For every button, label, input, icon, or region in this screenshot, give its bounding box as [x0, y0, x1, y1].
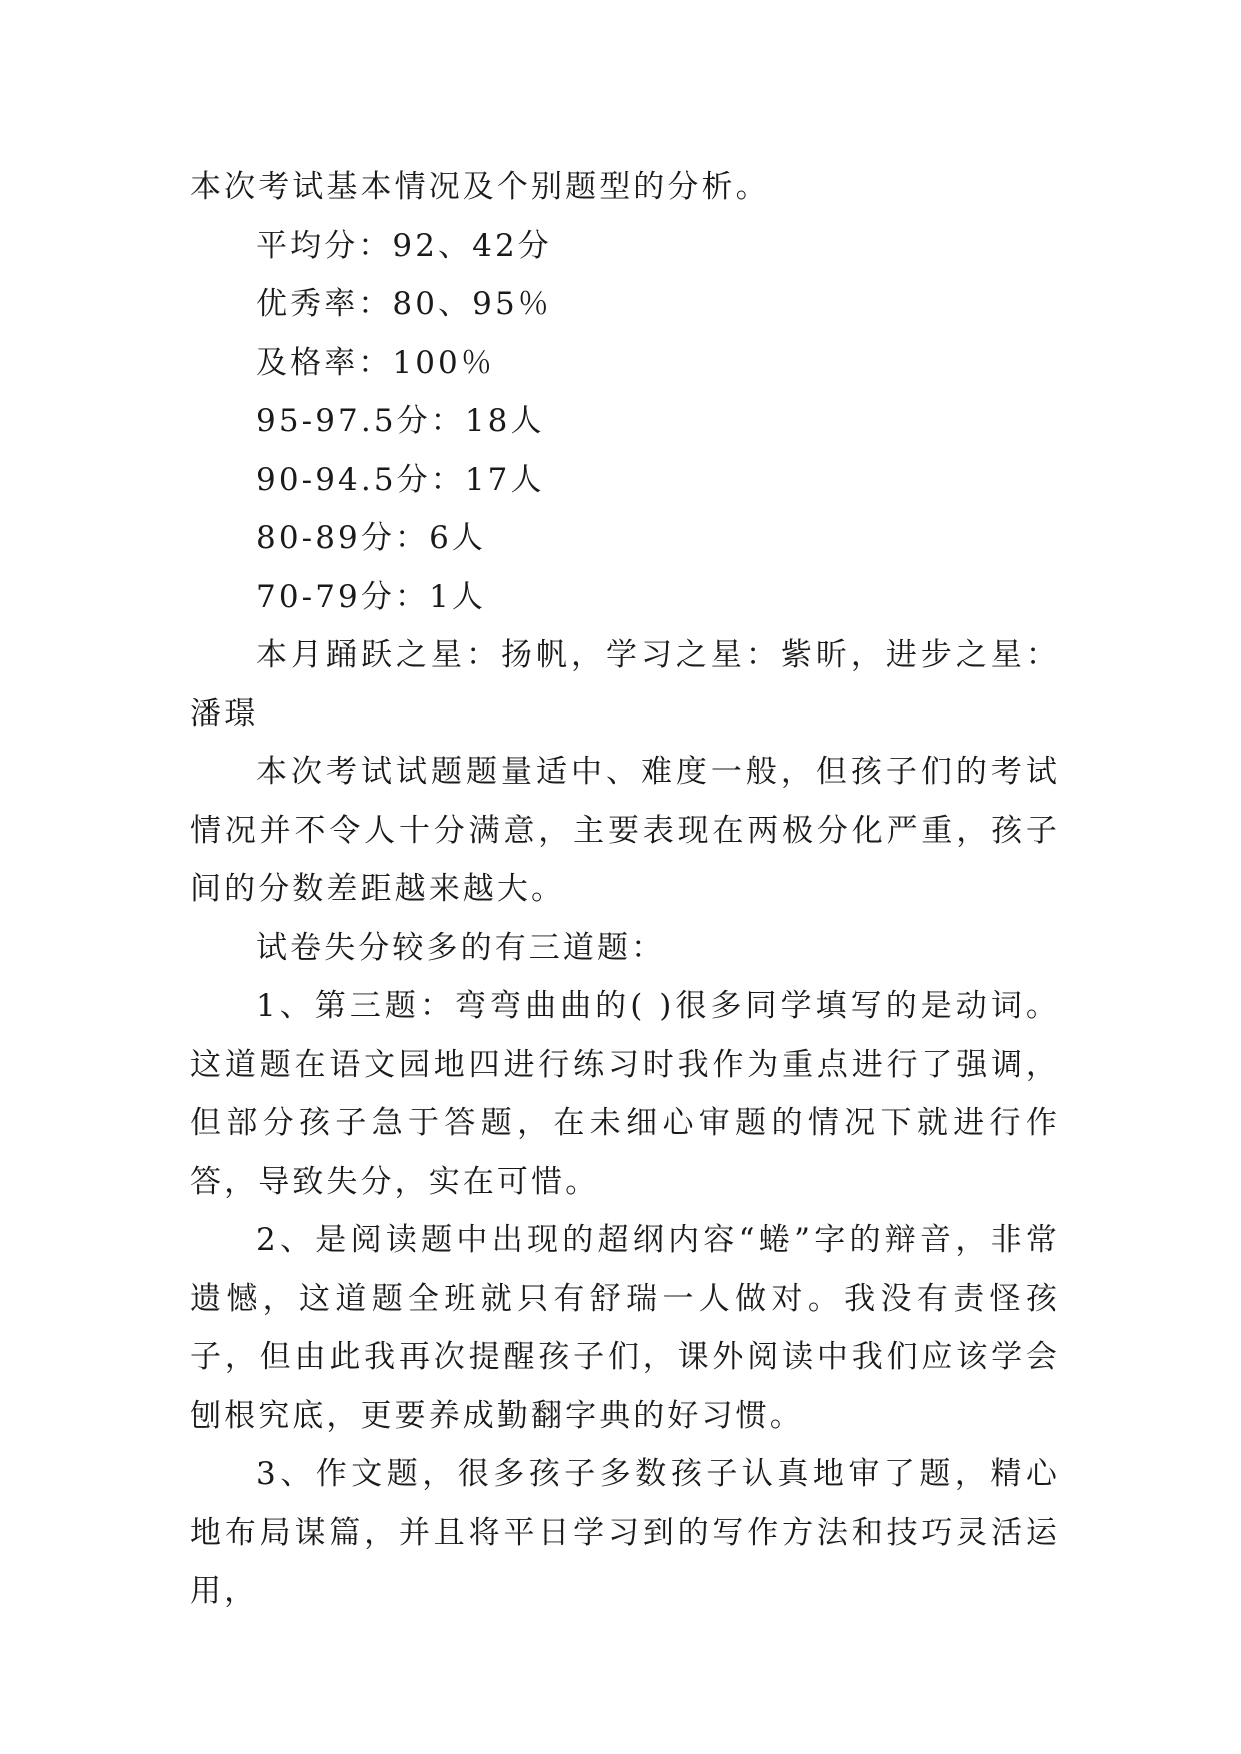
- paragraph-item-2: 2、是阅读题中出现的超纲内容“蜷”字的辩音，非常遗憾，这道题全班就只有舒瑞一人做对。我没有责怪孩子，但由此我再次提醒孩子们，课外阅读中我们应该学会刨根究底，更要养成勤翻字典的好习惯。: [190, 1222, 1060, 1434]
- paragraph-score-band-70: 70-79分：1人: [256, 578, 486, 615]
- paragraph-score-band-90: 90-94.5分：17人: [256, 461, 545, 498]
- paragraph-exam-overview: 本次考试试题题量适中、难度一般，但孩子们的考试情况并不令人十分满意，主要表现在两极分化严重，孩子间的分数差距越来越大。: [190, 754, 1060, 907]
- document-page: [190, 158, 1060, 1621]
- paragraph-item-3: 3、作文题，很多孩子多数孩子认真地审了题，精心地布局谋篇，并且将平日学习到的写作方法和技巧灵活运用，: [190, 1456, 1060, 1609]
- paragraph-average-score: 平均分：92、42分: [256, 227, 552, 264]
- paragraph-intro: 本次考试基本情况及个别题型的分析。: [190, 169, 770, 205]
- paragraph-excellence-rate: 优秀率：80、95％: [256, 286, 552, 322]
- paragraph-pass-rate: 及格率：100％: [256, 344, 495, 381]
- paragraph-score-band-80: 80-89分：6人: [256, 520, 486, 556]
- paragraph-item-1: 1、第三题：弯弯曲曲的( )很多同学填写的是动词。这道题在语文园地四进行练习时我作为重点进行了强调，但部分孩子急于答题，在未细心审题的情况下就进行作答，导致失分，实在可惜。: [190, 988, 1060, 1200]
- paragraph-lost-points-intro: 试卷失分较多的有三道题：: [256, 929, 666, 966]
- paragraph-stars-of-month: 本月踊跃之星：扬帆，学习之星：紫昕，进步之星：潘璟: [190, 637, 1060, 732]
- paragraph-score-band-95: 95-97.5分：18人: [256, 403, 545, 439]
